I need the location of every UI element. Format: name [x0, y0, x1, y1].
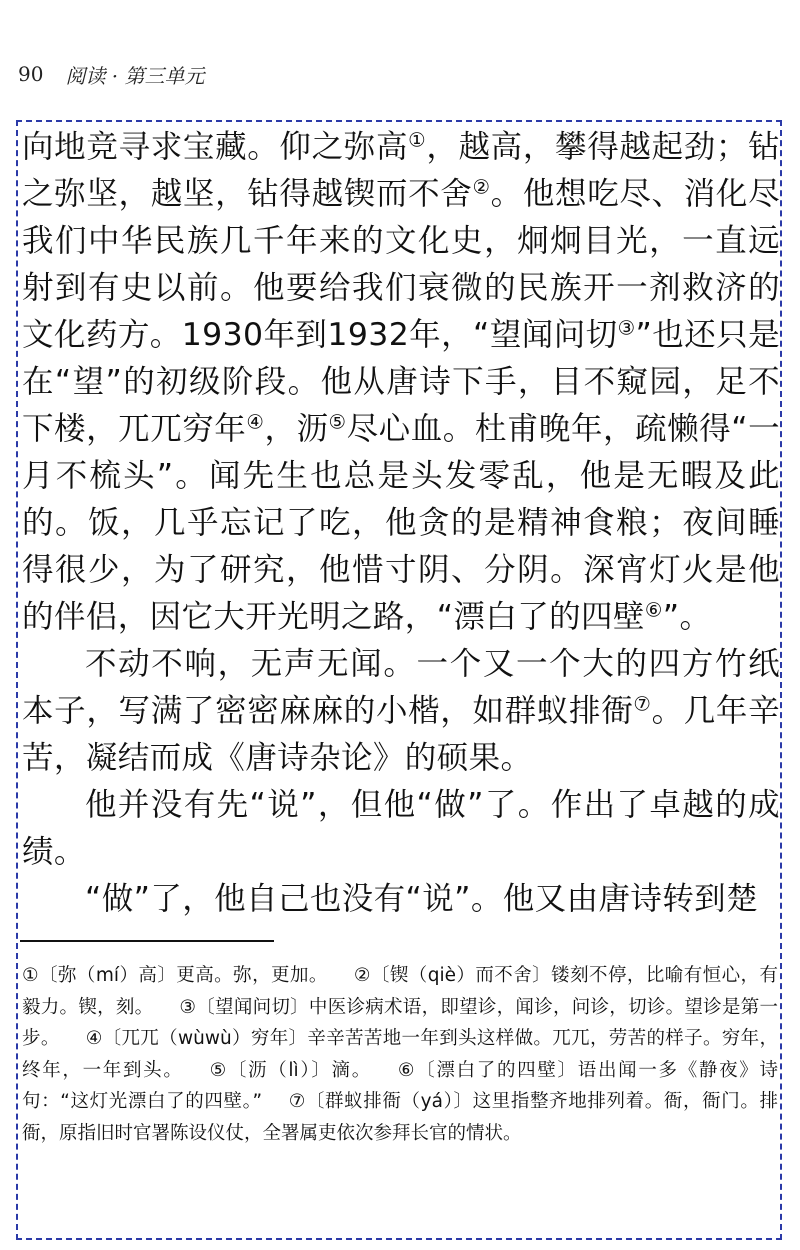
text-run: 。他想吃尽、消化尽我们中华民族几千年来的文化史，炯炯目光，一直远射到有史以前。他要给我们衰微的民族开一剂救济的文化药方。1930年到1932年，“望闻问切: [22, 176, 780, 353]
page-number: 90: [18, 62, 44, 86]
footnote-marker: ⑥: [644, 598, 663, 622]
body-text: [22, 124, 780, 923]
footnotes: [22, 960, 778, 1149]
footnote-marker: ①: [408, 128, 427, 152]
body-paragraph: [22, 876, 780, 923]
text-run: 他并没有先“说”，但他“做”了。作出了卓越的成绩。: [22, 787, 780, 870]
text-run: 向地竞寻求宝藏。仰之弥高: [22, 129, 409, 165]
footnote-item: ⑥〔漂白了的四壁〕语出闻一多《静夜》诗句：“这灯光漂白了的四壁。”: [22, 1059, 778, 1112]
body-paragraph: [22, 641, 780, 782]
footnote-marker: ④: [246, 410, 265, 434]
footnote-marker: ⑤: [328, 410, 347, 434]
footnote-item: ①〔弥（mí）高〕更高。弥，更加。: [22, 965, 328, 986]
text-run: ，沥: [264, 411, 329, 447]
text-run: ”也还只是在“望”的初级阶段。他从唐诗下手，目不窥园，足不下楼，兀兀穷年: [22, 317, 780, 447]
text-run: ，越高，攀得越起劲；钻之弥坚，越坚，钻得越锲而不舍: [22, 129, 781, 212]
body-paragraph: [22, 782, 780, 876]
text-run: “做”了，他自己也没有“说”。他又由唐诗转到楚: [85, 881, 758, 917]
text-run: ”。: [662, 599, 712, 635]
page-header: [18, 58, 205, 90]
footnote-item: ③〔望闻问切〕中医诊病术语，即望诊，闻诊，问诊，切诊。望诊是第一步。: [22, 996, 778, 1049]
footnote-item: ⑤〔沥（lì）〕滴。: [209, 1059, 372, 1081]
footnote-marker: ③: [617, 316, 636, 340]
text-frame: [16, 120, 782, 1240]
text-run: 。几年辛苦，凝结而成《唐诗杂论》的硕果。: [22, 693, 780, 776]
text-run: 尽心血。杜甫晚年，疏懒得“一月不梳头”。闻先生也总是头发零乱，他是无暇及此的。饭，几乎忘记了吃，他贪的是精神食粮；夜间睡得很少，为了研究，他惜寸阴、分阴。深宵灯火是他的伴侣，因它大开光明之路，“漂白了的四壁: [22, 411, 781, 635]
footnote-marker: ②: [472, 175, 491, 199]
footnote-item: ④〔兀兀（wùwù）穷年〕辛辛苦苦地一年到头这样做。兀兀，劳苦的样子。穷年，终年，一年到头。: [22, 1028, 778, 1081]
footnote-marker: ⑦: [633, 692, 652, 716]
body-paragraph: [22, 124, 780, 641]
footnote-divider: [20, 940, 274, 942]
running-title: 阅读 · 第三单元: [65, 63, 205, 88]
text-run: 不动不响，无声无闻。一个又一个大的四方竹纸本子，写满了密密麻麻的小楷，如群蚁排衙: [22, 646, 780, 729]
footnote-item: ⑦〔群蚁排衙（yá）〕这里指整齐地排列着。衙，衙门。排衙，原指旧时官署陈设仪仗，全署属吏依次参拜长官的情状。: [22, 1091, 779, 1144]
footnote-item: ②〔锲（qiè）而不舍〕镂刻不停，比喻有恒心，有毅力。锲，刻。: [22, 965, 778, 1018]
